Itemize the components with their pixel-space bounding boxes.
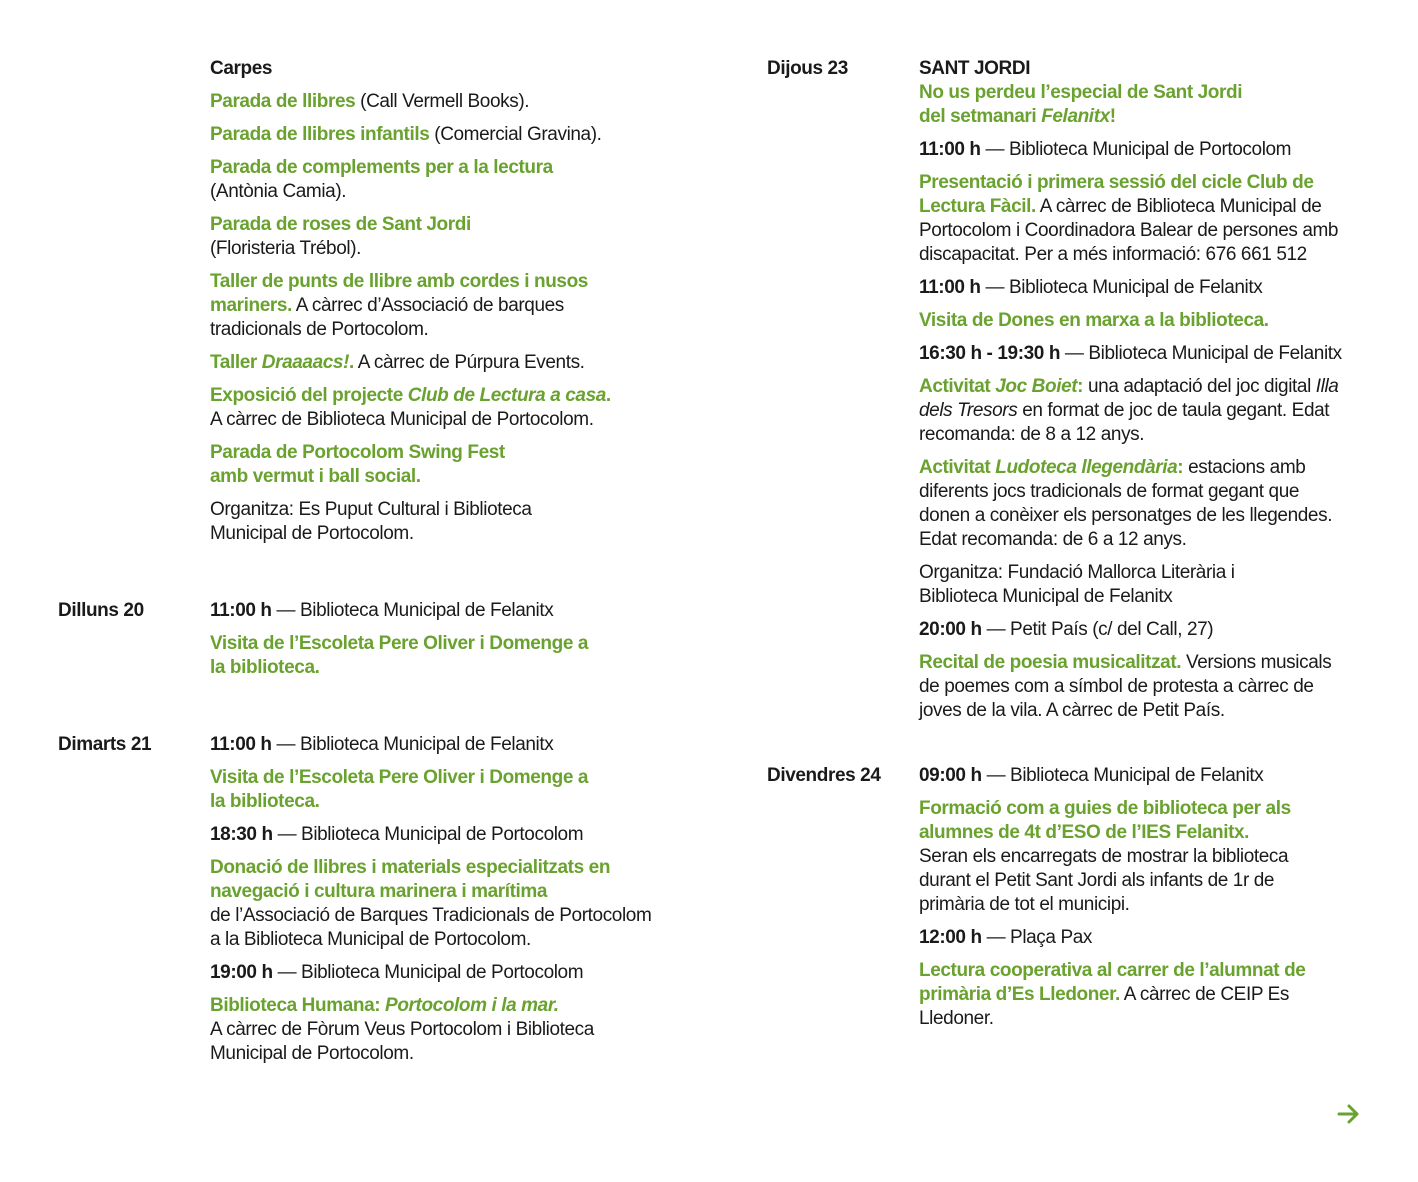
arrow-right-icon[interactable] (1336, 1101, 1362, 1127)
time-place: 16:30 h - 19:30 h — Biblioteca Municipal de Felanitx (919, 343, 1342, 364)
event-entry: Activitat Joc Boiet: una adaptació del joc digital Illa dels Tresors en format de joc de taula gegant. Edat recomanda: de 8 a 12 anys. (919, 376, 1339, 445)
right-column (767, 57, 1407, 1040)
day-body (210, 599, 698, 689)
event-entry: Donació de llibres i materials especialitzats en navegació i cultura marinera i marítima de l’Associació de Barques Tradicionals de Portocolom a la Biblioteca Municipal de Portocolom. (210, 857, 652, 950)
day-label: Dimarts 21 (58, 734, 152, 755)
time-place: 11:00 h — Biblioteca Municipal de Felanitx (210, 600, 554, 621)
event-entry: Presentació i primera sessió del cicle Club de Lectura Fàcil. A càrrec de Biblioteca Municipal de Portocolom i Coordinadora Balear de persones amb discapacitat. Per a més informació: 676 661 512 (919, 172, 1339, 265)
carpes-section (210, 57, 698, 546)
day-dijous (767, 57, 1407, 732)
time-place: 18:30 h — Biblioteca Municipal de Portocolom (210, 824, 584, 845)
day-label: Dijous 23 (767, 58, 848, 79)
day-label: Divendres 24 (767, 765, 881, 786)
day-body (210, 733, 698, 1075)
promo-text: No us perdeu l’especial de Sant Jordi del setmanari Felanitx! (919, 82, 1243, 127)
list-item: Parada de llibres infantils (Comercial Gravina). (210, 124, 602, 145)
time-place: 12:00 h — Plaça Pax (919, 927, 1092, 948)
organizer: Organitza: Fundació Mallorca Literària i Biblioteca Municipal de Felanitx (919, 562, 1235, 607)
event-title: Visita de Dones en marxa a la biblioteca. (919, 310, 1269, 331)
event-title: Visita de l’Escoleta Pere Oliver i Domenge a la biblioteca. (210, 633, 589, 678)
time-place: 11:00 h — Biblioteca Municipal de Felanitx (210, 734, 554, 755)
day-dimarts (58, 733, 698, 1075)
list-item: Parada de llibres (Call Vermell Books). (210, 91, 530, 112)
event-entry: Biblioteca Humana: Portocolom i la mar. A càrrec de Fòrum Veus Portocolom i Biblioteca Municipal de Portocolom. (210, 995, 594, 1064)
day-label: Dilluns 20 (58, 600, 144, 621)
time-place: 19:00 h — Biblioteca Municipal de Portocolom (210, 962, 584, 983)
day-dilluns (58, 599, 698, 689)
organizer: Organitza: Es Puput Cultural i Biblioteca Municipal de Portocolom. (210, 499, 532, 544)
day-title: SANT JORDI (919, 58, 1031, 79)
spacer (58, 555, 698, 599)
list-item: Taller de punts de llibre amb cordes i nusos mariners. A càrrec d’Associació de barques tradicionals de Portocolom. (210, 271, 588, 340)
time-place: 20:00 h — Petit País (c/ del Call, 27) (919, 619, 1214, 640)
section-title: Carpes (210, 58, 273, 79)
event-title: Visita de l’Escoleta Pere Oliver i Domenge a la biblioteca. (210, 767, 589, 812)
time-place: 09:00 h — Biblioteca Municipal de Felanitx (919, 765, 1264, 786)
event-entry: Recital de poesia musicalitzat. Versions musicals de poemes com a símbol de protesta a càrrec de joves de la vila. A càrrec de Petit País. (919, 652, 1332, 721)
list-item: Parada de roses de Sant Jordi (Floristeria Trébol). (210, 214, 471, 259)
day-divendres (767, 764, 1407, 1040)
event-entry: Activitat Ludoteca llegendària: estacions amb diferents jocs tradicionals de format gegant que donen a conèixer els personatges de les llegendes. Edat recomanda: de 6 a 12 anys. (919, 457, 1333, 550)
event-entry: Formació com a guies de biblioteca per als alumnes de 4t d’ESO de l’IES Felanitx. Seran els encarregats de mostrar la biblioteca durant el Petit Sant Jordi als infants de 1r de primària de tot el municipi. (919, 798, 1291, 915)
list-item: Exposició del projecte Club de Lectura a casa. A càrrec de Biblioteca Municipal de Portocolom. (210, 385, 611, 430)
list-item: Parada de Portocolom Swing Fest amb vermut i ball social. (210, 442, 505, 487)
day-body (919, 764, 1407, 1040)
event-entry: Lectura cooperativa al carrer de l’alumnat de primària d’Es Lledoner. A càrrec de CEIP Es Lledoner. (919, 960, 1306, 1029)
left-column (58, 57, 698, 1075)
day-body (919, 57, 1407, 732)
spacer (767, 732, 1407, 764)
time-place: 11:00 h — Biblioteca Municipal de Felanitx (919, 277, 1263, 298)
list-item: Parada de complements per a la lectura (Antònia Camia). (210, 157, 553, 202)
time-place: 11:00 h — Biblioteca Municipal de Portocolom (919, 139, 1292, 160)
spacer (58, 689, 698, 733)
list-item: Taller Draaaacs!. A càrrec de Púrpura Events. (210, 352, 585, 373)
